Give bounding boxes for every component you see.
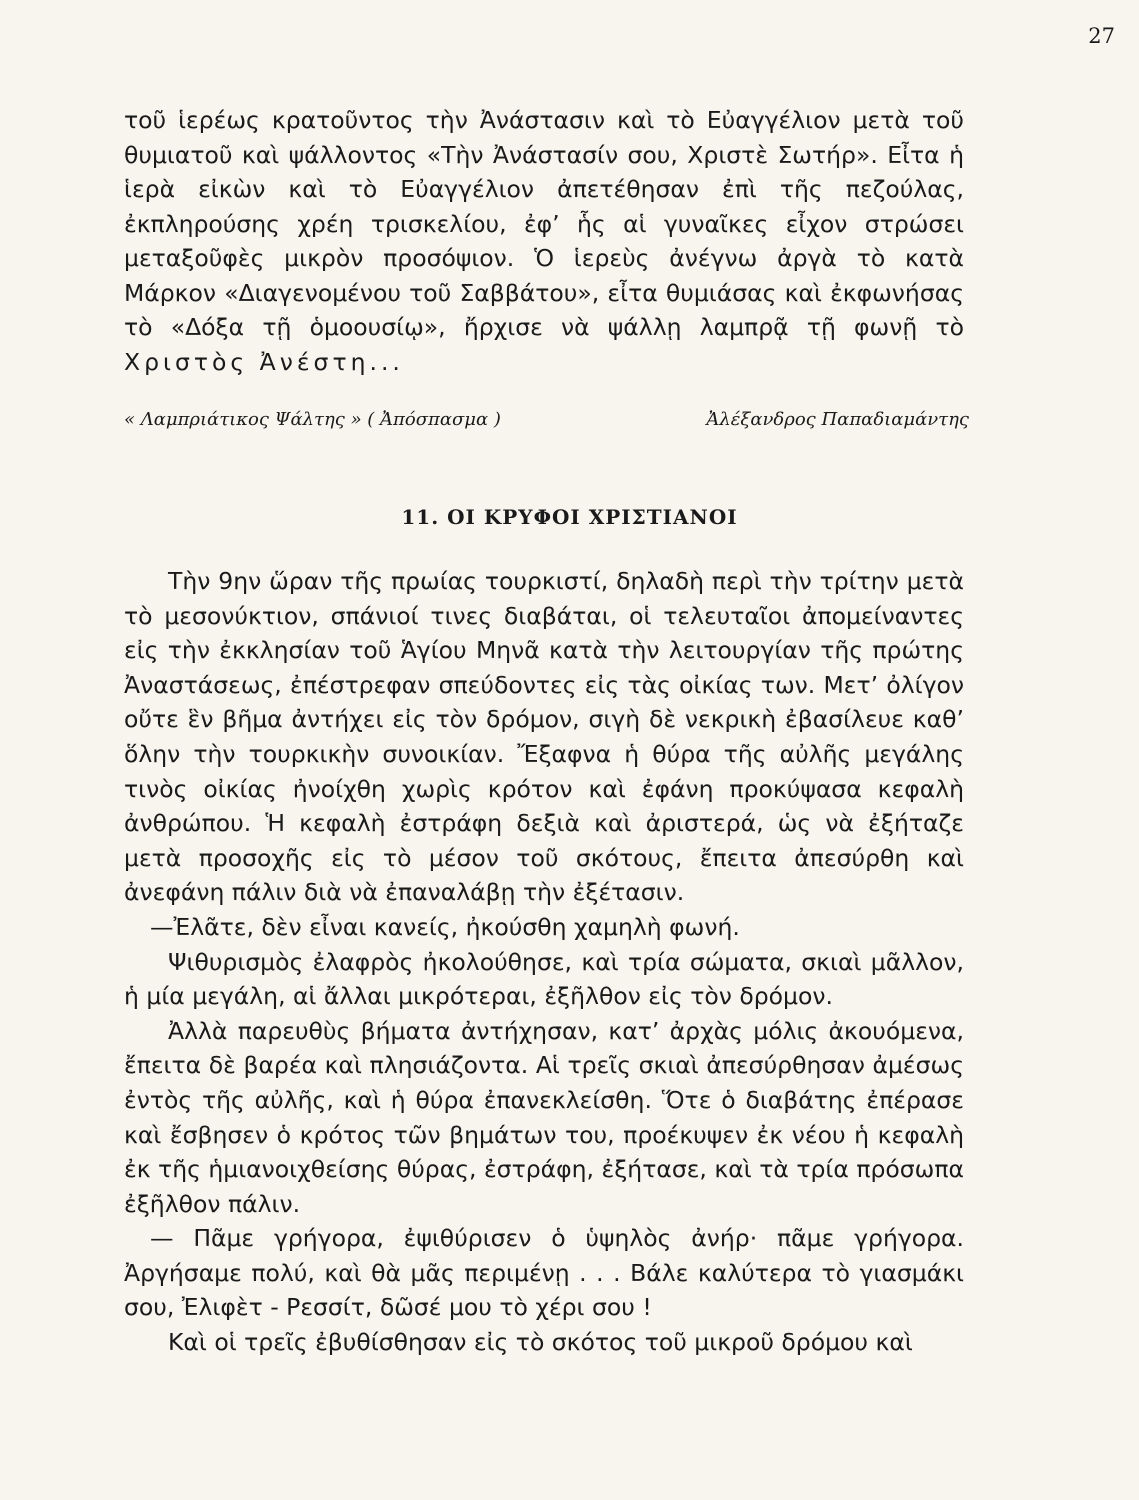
top-paragraph-text: τοῦ ἱερέως κρατοῦντος τὴν Ἀνάστασιν καὶ τὸ Εὐαγγέλιον μετὰ τοῦ θυμιατοῦ καὶ ψάλλοντος «Τὴν Ἀνάστασίν σου, Χριστὲ Σωτήρ». Εἶτα ἡ ἱερὰ εἰκὼν καὶ τὸ Εὐαγγέλιον ἀπετέθησαν ἐπὶ τῆς πεζούλας, ἐκπληρούσης χρέη τρισκελίου, ἐφ’ ἧς αἱ γυναῖκες εἶχον στρώσει μεταξοῦφὲς μικρὸν προσόψιον. Ὁ ἱερεὺς ἀνέγνω ἀργὰ τὸ κατὰ Μάρκον «Διαγενομένου τοῦ Σαββάτου», εἶτα θυμιάσας καὶ ἐκφωνήσας τὸ «Δόξα τῇ ὁμοουσίῳ», ἤρχισε νὰ ψάλλῃ λαμπρᾷ τῇ φωνῇ τὸ <box>124 106 964 341</box>
story-body <box>124 564 964 1360</box>
story-paragraph-3: Ψιθυρισμὸς ἐλαφρὸς ἠκολούθησε, καὶ τρία σώματα, σκιαὶ μᾶλλον, ἡ μία μεγάλη, αἱ ἄλλαι μικρότεραι, ἐξῆλθον εἰς τὸν δρόμον. <box>124 947 964 1011</box>
top-paragraph-spaced-ending: Χριστὸς Ἀνέστη... <box>124 347 404 376</box>
section-heading: 11. ΟΙ ΚΡΥΦΟΙ ΧΡΙΣΤΙΑΝΟΙ <box>401 505 738 529</box>
source-title: « Λαμπριάτικος Ψάλτης » ( Ἀπόσπασμα ) <box>124 409 501 430</box>
story-paragraph-4: Ἀλλὰ παρευθὺς βήματα ἀντήχησαν, κατ’ ἀρχὰς μόλις ἀκουόμενα, ἔπειτα δὲ βαρέα καὶ πλησιάζοντα. Αἱ τρεῖς σκιαὶ ἀπεσύρθησαν ἀμέσως ἐντὸς τῆς αὐλῆς, καὶ ἡ θύρα ἐπανεκλείσθη. Ὅτε ὁ διαβάτης ἐπέρασε καὶ ἔσβησεν ὁ κρότος τῶν βημάτων του, προέκυψεν ἐκ νέου ἡ κεφαλὴ ἐκ τῆς ἡμιανοιχθείσης θύρας, ἐστράφη, ἐξήτασε, καὶ τὰ τρία πρόσωπα ἐξῆλθον πάλιν. <box>124 1016 964 1218</box>
source-author: Ἀλέξανδρος Παπαδιαμάντης <box>706 409 969 430</box>
story-paragraph-5: — Πᾶμε γρήγορα, ἐψιθύρισεν ὁ ὑψηλὸς ἀνήρ· πᾶμε γρήγορα. Ἀργήσαμε πολύ, καὶ θὰ μᾶς περιμένῃ . . . Βάλε καλύτερα τὸ γιασμάκι σου, Ἐλιφὲτ - Ρεσσίτ, δῶσέ μου τὸ χέρι σου ! <box>124 1224 964 1322</box>
source-citation <box>124 409 969 430</box>
story-paragraph-1: Τὴν 9ην ὥραν τῆς πρωίας τουρκιστί, δηλαδὴ περὶ τὴν τρίτην μετὰ τὸ μεσονύκτιον, σπάνιοί τινες διαβάται, οἱ τελευταῖοι ἀπομείναντες εἰς τὴν ἐκκλησίαν τοῦ Ἁγίου Μηνᾶ κατὰ τὴν λειτουργίαν τῆς πρώτης Ἀναστάσεως, ἐπέστρεφαν σπεύδοντες εἰς τὰς οἰκίας των. Μετ’ ὀλίγον οὔτε ἓν βῆμα ἀντήχει εἰς τὸν δρόμον, σιγὴ δὲ νεκρικὴ ἐβασίλευε καθ’ ὅλην τὴν τουρκικὴν συνοικίαν. Ἔξαφνα ἡ θύρα τῆς αὐλῆς μεγάλης τινὸς οἰκίας ἠνοίχθη χωρὶς κρότον καὶ ἐφάνη προκύψασα κεφαλὴ ἀνθρώπου. Ἡ κεφαλὴ ἐστράφη δεξιὰ καὶ ἀριστερά, ὡς νὰ ἐξήταζε μετὰ προσοχῆς εἰς τὸ μέσον τοῦ σκότους, ἔπειτα ἀπεσύρθη καὶ ἀνεφάνη πάλιν διὰ νὰ ἐπαναλάβῃ τὴν ἐξέτασιν. <box>124 567 964 907</box>
top-paragraph <box>124 103 964 379</box>
story-paragraph-2: —Ἐλᾶτε, δὲν εἶναι κανείς, ἠκούσθη χαμηλὴ φωνή. <box>150 912 740 941</box>
story-paragraph-6: Καὶ οἱ τρεῖς ἐβυθίσθησαν εἰς τὸ σκότος τοῦ μικροῦ δρόμου καὶ <box>168 1328 913 1357</box>
page-number: 27 <box>1088 24 1115 48</box>
